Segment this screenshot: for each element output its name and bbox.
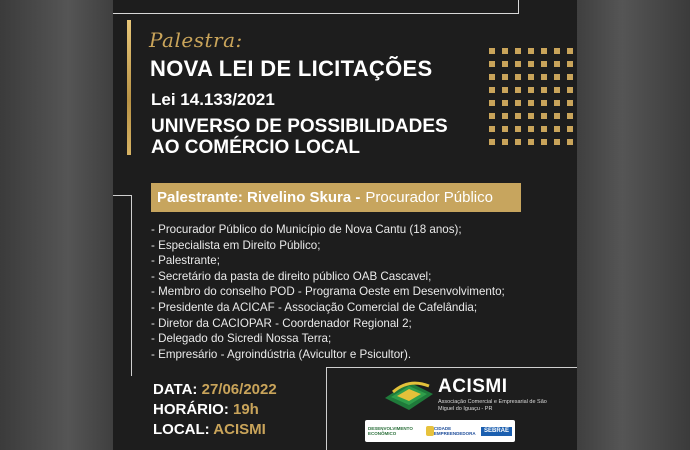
- list-item: - Presidente da ACICAF - Associação Comercial de Cafelândia;: [151, 300, 478, 314]
- sponsor-strip: [365, 420, 515, 442]
- date-label: DATA:: [153, 381, 198, 398]
- blurred-background-right: [577, 0, 690, 450]
- list-item: - Empresário - Agroindústria (Avicultor e Psicultor).: [151, 347, 412, 361]
- event-title: NOVA LEI DE LICITAÇÕES: [150, 56, 433, 81]
- list-item: - Palestrante;: [151, 254, 220, 268]
- gold-accent-bar: [127, 20, 131, 155]
- time-label: HORÁRIO:: [153, 401, 229, 418]
- speaker-role: Procurador Público: [365, 189, 493, 206]
- sponsor-sebrae: SEBRAE: [481, 427, 512, 436]
- list-item: - Delegado do Sicredi Nossa Terra;: [151, 332, 332, 346]
- coat-of-arms-icon: [426, 426, 434, 436]
- time-value: 19h: [233, 401, 259, 418]
- logo-subtitle: Associação Comercial e Empresarial de São Miguel do Iguaçu - PR: [438, 399, 547, 412]
- acismi-emblem-icon: [383, 376, 435, 412]
- decorative-frame-top: [113, 0, 519, 14]
- list-item: - Secretário da pasta de direito público OAB Cascavel;: [151, 269, 432, 283]
- place-label: LOCAL:: [153, 421, 210, 438]
- date-row: [153, 380, 277, 400]
- date-value: 27/06/2022: [201, 381, 277, 398]
- list-item: - Procurador Público do Município de Nova Cantu (18 anos);: [151, 223, 462, 236]
- event-subtitle: [151, 116, 531, 158]
- time-row: [153, 400, 277, 420]
- event-subtitle-line-1: UNIVERSO DE POSSIBILIDADES: [151, 116, 448, 137]
- law-number: Lei 14.133/2021: [151, 90, 275, 109]
- speaker-band: [151, 183, 521, 212]
- place-value: ACISMI: [213, 421, 266, 438]
- blurred-background-left: [0, 0, 113, 450]
- acismi-logo: [383, 376, 553, 416]
- logo-name: ACISMI: [438, 376, 508, 397]
- decorative-frame-left: [113, 195, 132, 376]
- event-details: [153, 380, 277, 440]
- sponsor-desenvolvimento: DESENVOLVIMENTO ECONÔMICO: [368, 426, 413, 436]
- speaker-name: Palestrante: Rivelino Skura -: [157, 189, 361, 206]
- list-item: - Membro do conselho POD - Programa Oeste em Desenvolvimento;: [151, 285, 505, 299]
- speaker-credentials-list: [151, 222, 505, 362]
- event-poster: [113, 0, 577, 450]
- list-item: - Especialista em Direito Público;: [151, 238, 321, 252]
- list-item: - Diretor da CACIOPAR - Coordenador Regional 2;: [151, 316, 412, 330]
- palestra-label: Palestra:: [149, 28, 243, 52]
- sponsor-cidade-empreendedora: CIDADE EMPREENDEDORA: [433, 426, 476, 436]
- place-row: [153, 420, 277, 440]
- event-subtitle-line-2: AO COMÉRCIO LOCAL: [151, 137, 360, 158]
